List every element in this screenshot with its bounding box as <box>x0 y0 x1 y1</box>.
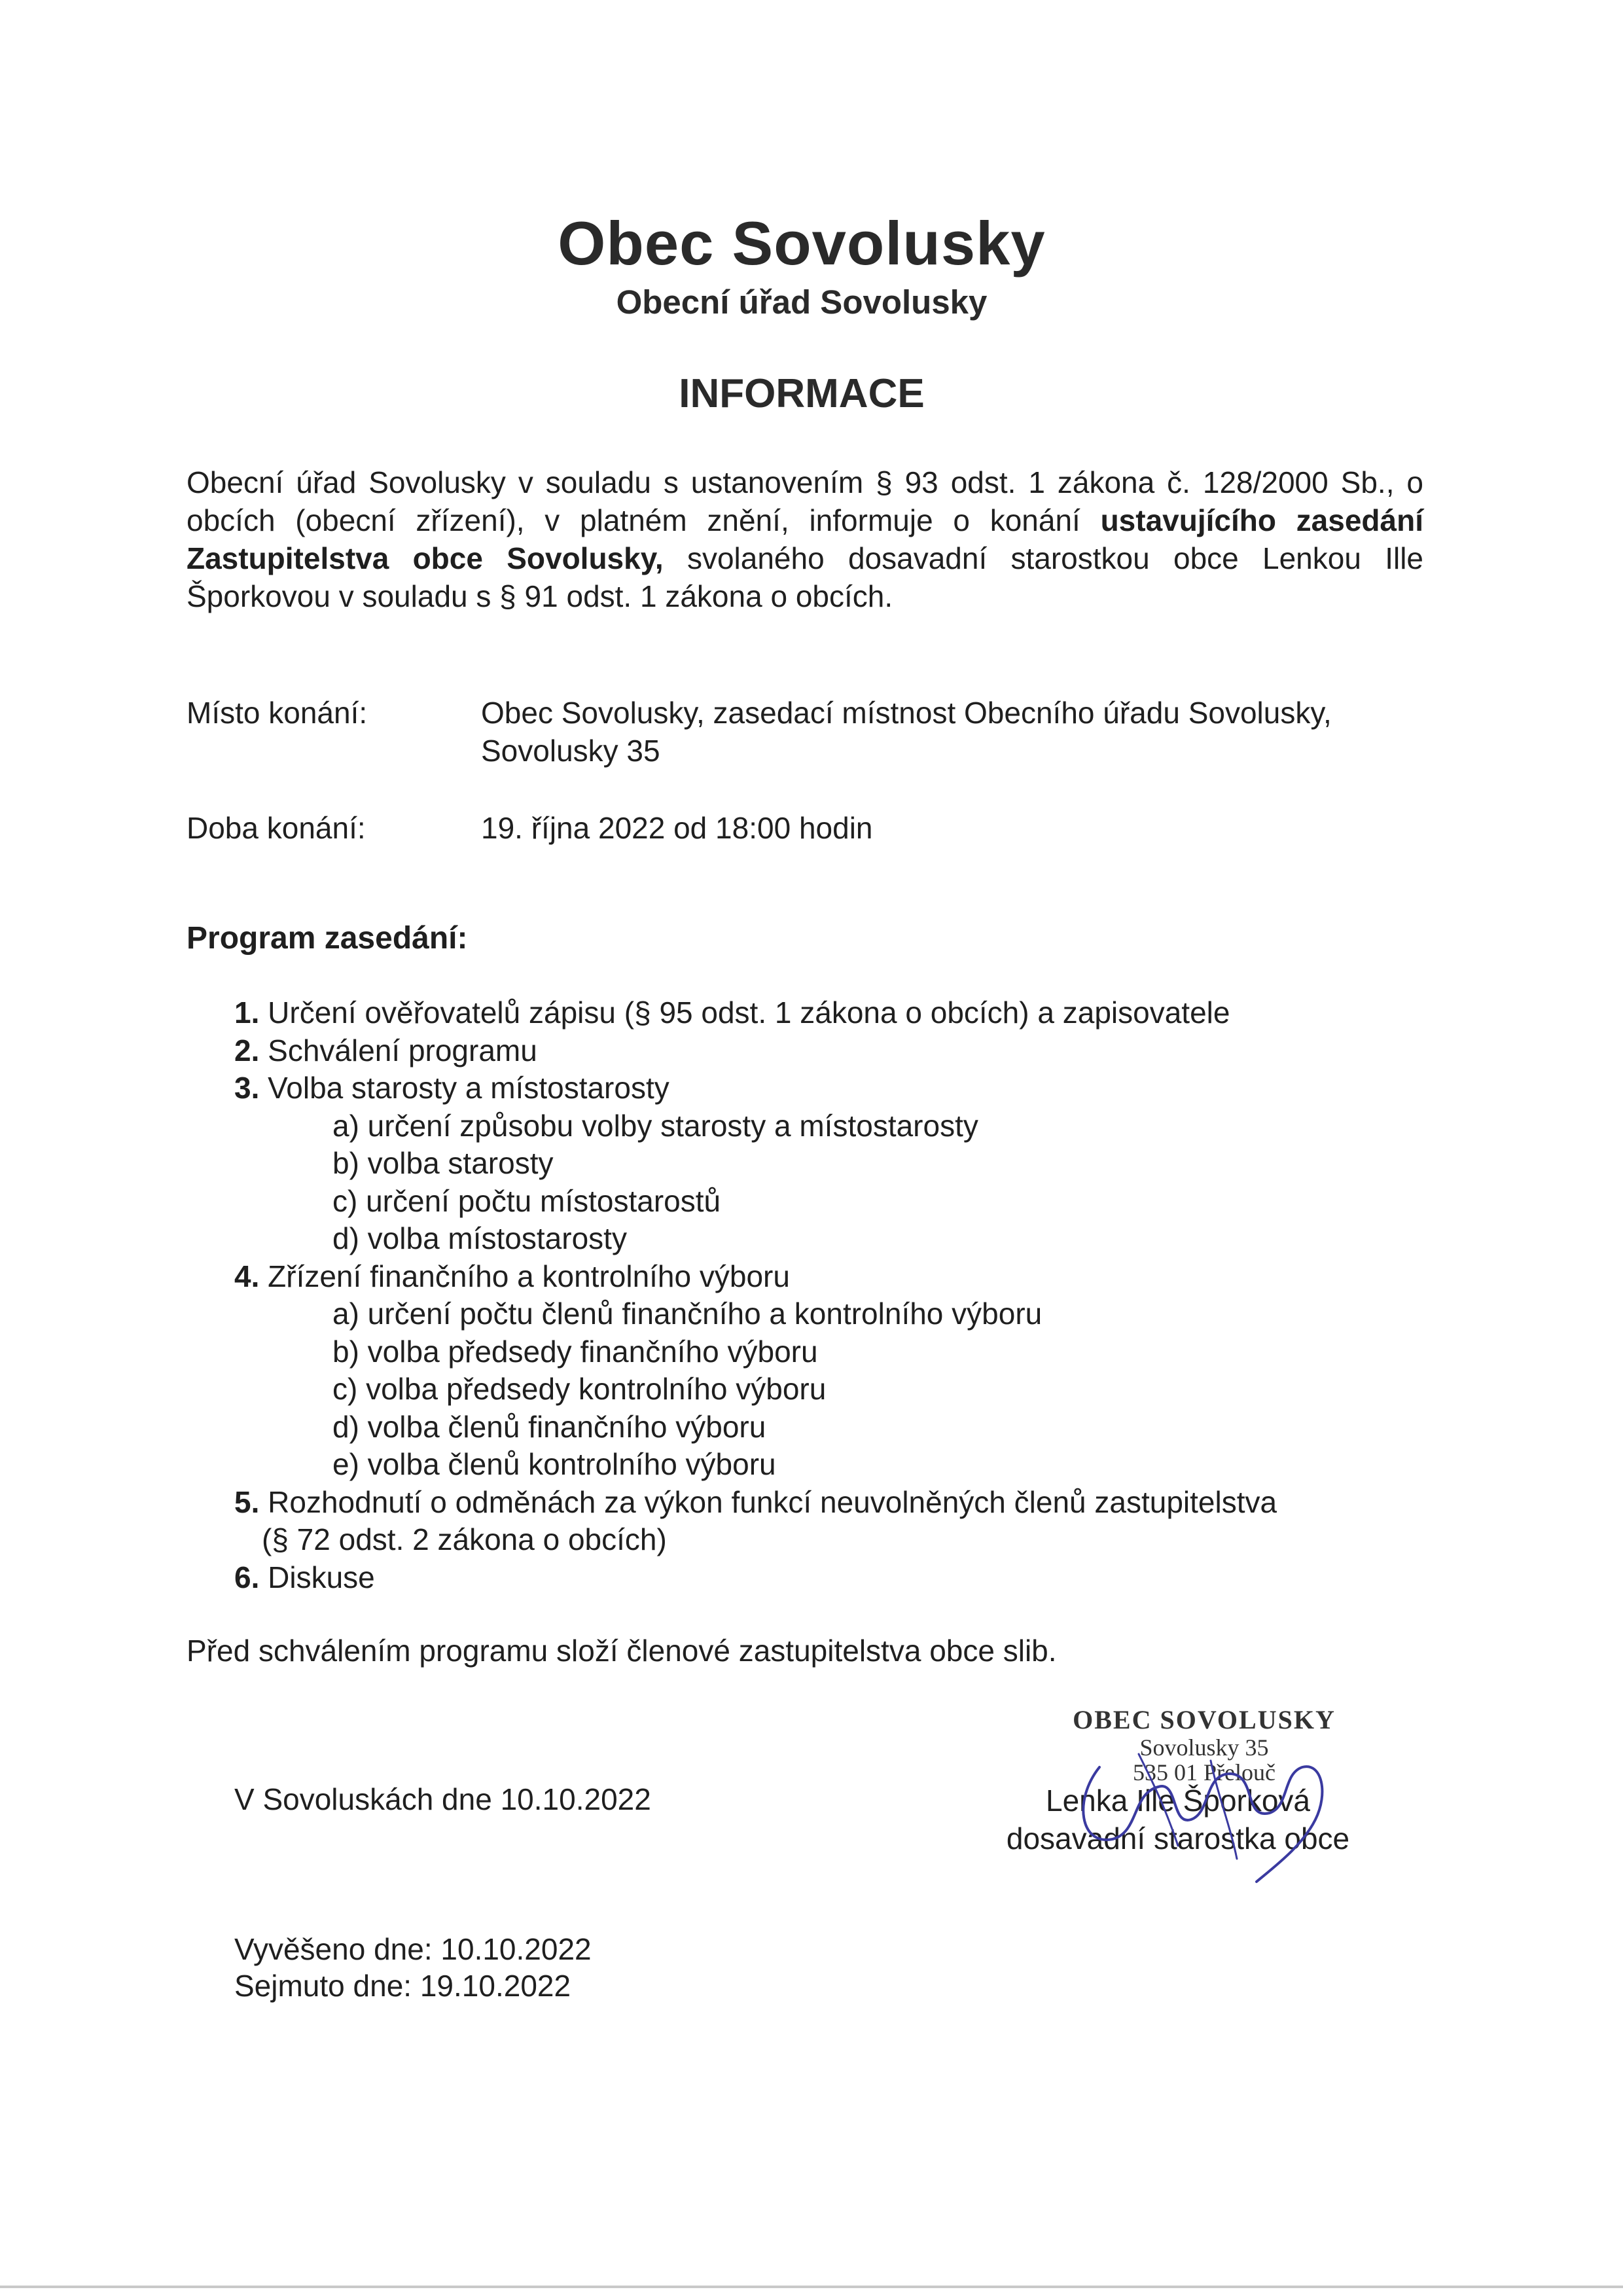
list-subitem: e) volba členů kontrolního výboru <box>332 1447 776 1481</box>
time-value: 19. října 2022 od 18:00 hodin <box>481 811 873 845</box>
list-item: 5. Rozhodnutí o odměnách za výkon funkcí neuvolněných členů zastupitelstva <box>234 1484 1277 1519</box>
list-item: 2. Schválení programu <box>234 1033 537 1067</box>
list-subitem: b) volba předsedy finančního výboru <box>332 1334 818 1369</box>
list-subitem: d) volba místostarosty <box>332 1221 627 1255</box>
time-label: Doba konání: <box>187 811 366 845</box>
intro-text-1: Obecní úřad Sovolusky v souladu s ustanovením § 93 odst. 1 zákona č. 128/2000 Sb., o obcích (obecní zřízení), v platném znění, informuje o konání <box>187 465 1423 537</box>
posting-dates <box>234 1931 592 2004</box>
removed-date: Sejmuto dne: 19.10.2022 <box>234 1969 571 2003</box>
posted-date: Vyvěšeno dne: 10.10.2022 <box>234 1932 592 1966</box>
scan-edge-divider <box>0 2286 1623 2288</box>
list-subitem: a) určení způsobu volby starosty a místostarosty <box>332 1108 978 1143</box>
intro-text-2: svolaného dosavadní starostkou obce Lenkou Ille Šporkovou v souladu s § 91 odst. 1 zákona o obcích. <box>187 541 1423 613</box>
stamp-line-1: OBEC SOVOLUSKY <box>1073 1705 1336 1734</box>
list-subitem: c) volba předsedy kontrolního výboru <box>332 1372 827 1406</box>
program-list <box>234 994 1478 1596</box>
signer-role: dosavadní starostka obce <box>1006 1821 1350 1856</box>
list-subitem: b) volba starosty <box>332 1146 554 1180</box>
list-item: 4. Zřízení finančního a kontrolního výboru <box>234 1259 790 1293</box>
list-item: 6. Diskuse <box>234 1560 375 1594</box>
program-title: Program zasedání: <box>187 921 468 956</box>
intro-text-bold: ustavujícího zasedání Zastupitelstva obce Sovolusky, <box>187 503 1423 575</box>
place-label: Místo konání: <box>187 696 368 730</box>
intro-paragraph <box>187 463 1423 615</box>
list-subitem: a) určení počtu členů finančního a kontrolního výboru <box>332 1297 1043 1331</box>
list-subitem: c) určení počtu místostarostů <box>332 1183 721 1218</box>
list-subitem: d) volba členů finančního výboru <box>332 1409 766 1444</box>
handwritten-signature <box>1060 1715 1348 1885</box>
stamp-line-3: 535 01 Přelouč <box>1133 1759 1275 1785</box>
place-value <box>481 694 1463 770</box>
list-item: 3. Volba starosty a místostarosty <box>234 1071 669 1105</box>
place-line-2: Sovolusky 35 <box>481 734 660 768</box>
place-date: V Sovoluskách dne 10.10.2022 <box>234 1782 651 1816</box>
place-line-1: Obec Sovolusky, zasedací místnost Obecního úřadu Sovolusky, <box>481 696 1332 730</box>
section-heading: INFORMACE <box>679 371 925 416</box>
page-subtitle: Obecní úřad Sovolusky <box>616 283 988 321</box>
stamp-line-2: Sovolusky 35 <box>1139 1734 1269 1761</box>
page-title: Obec Sovolusky <box>558 209 1046 278</box>
signer-name: Lenka Ille Šporková <box>1045 1784 1311 1818</box>
list-item-continuation: (§ 72 odst. 2 zákona o obcích) <box>262 1522 667 1556</box>
list-item: 1. Určení ověřovatelů zápisu (§ 95 odst. 1 zákona o obcích) a zapisovatele <box>234 996 1230 1030</box>
oath-note: Před schválením programu složí členové zastupitelstva obce slib. <box>187 1634 1057 1668</box>
